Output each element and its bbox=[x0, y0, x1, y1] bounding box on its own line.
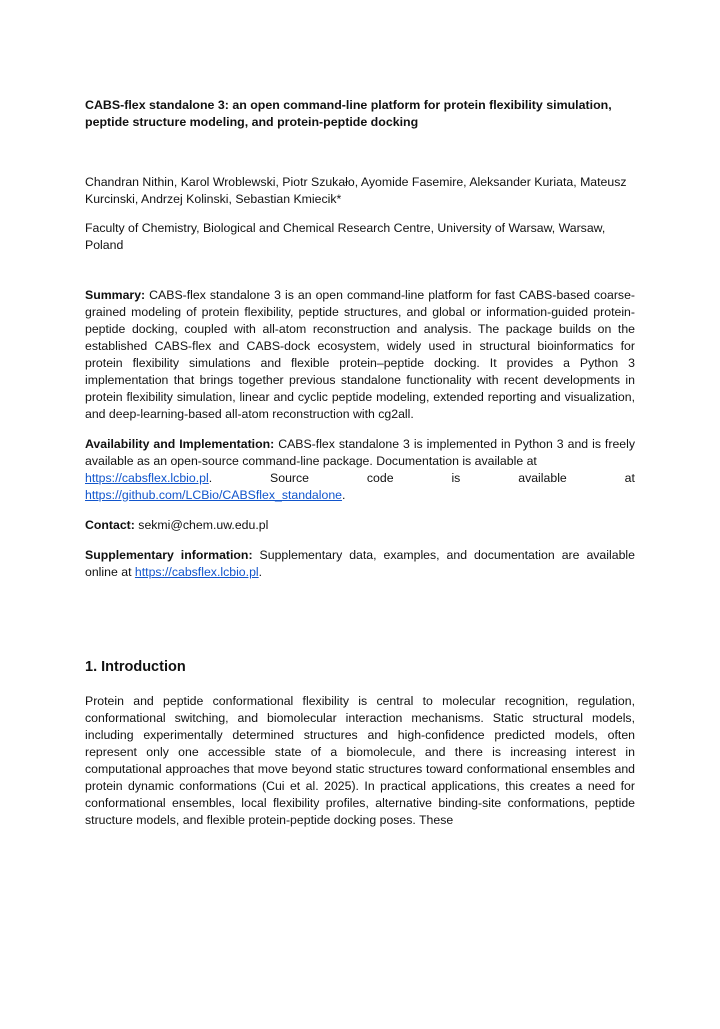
section-heading-introduction: 1. Introduction bbox=[85, 659, 186, 675]
supplementary-period: . bbox=[258, 565, 263, 579]
supplementary-text: Supplementary data, examples, and documentation are available online at bbox=[85, 548, 635, 579]
summary-paragraph bbox=[85, 287, 635, 423]
contact-label: Contact: bbox=[85, 518, 135, 532]
code-link-period: . bbox=[342, 488, 346, 502]
author-list: Chandran Nithin, Karol Wroblewski, Piotr Szukało, Ayomide Fasemire, Aleksander Kuriata, Mateusz Kurcinski, Andrzej Kolinski, Sebastian Kmiecik* bbox=[85, 175, 627, 206]
introduction-paragraph: Protein and peptide conformational flexibility is central to molecular recognition, regulation, conformational switching, and biomolecular interaction mechanisms. Static structural models, including experimentally determined structures and high-confidence predicted models, often represent only one accessible state of a biomolecule, and there is increasing interest in computational approaches that move beyond static structures toward conformational ensembles and protein dynamic conformations (Cui et al. 2025). In practical applications, this creates a need for conformational ensembles, local flexibility profiles, alternative binding-site conformations, peptide structure models, and flexible protein-peptide docking poses. These bbox=[85, 694, 635, 827]
summary-label: Summary: bbox=[85, 288, 146, 302]
summary-text: CABS-flex standalone 3 is an open command-line platform for fast CABS-based coarse-grained modeling of protein flexibility, peptide structures, and global or information-guided protein-peptide docking, coupled with all-atom reconstruction and analysis. The package builds on the established CABS-flex and CABS-dock ecosystem, widely used in structural bioinformatics for protein flexibility simulations and flexible protein–peptide docking. It provides a Python 3 implementation that brings together previous standalone functionality with recent developments in protein flexibility simulation, linear and cyclic peptide modeling, extended reporting and visualization, and deep-learning-based all-atom reconstruction with cg2all. bbox=[85, 288, 635, 421]
availability-source-line bbox=[85, 470, 635, 487]
source-code-link[interactable]: https://github.com/LCBio/CABSflex_standalone bbox=[85, 488, 343, 502]
code-word: code bbox=[366, 471, 394, 485]
availability-main bbox=[85, 436, 635, 470]
supplementary-label: Supplementary information: bbox=[85, 548, 253, 562]
doc-link-period: . bbox=[208, 471, 213, 485]
supplementary-paragraph bbox=[85, 547, 635, 581]
contact-email: sekmi@chem.uw.edu.pl bbox=[134, 518, 269, 532]
doc-link-wrap bbox=[85, 470, 212, 487]
paper-page bbox=[0, 97, 720, 1029]
documentation-link[interactable]: https://cabsflex.lcbio.pl bbox=[85, 471, 209, 485]
availability-label: Availability and Implementation: bbox=[85, 437, 275, 451]
is-word: is bbox=[451, 471, 461, 485]
at-word: at bbox=[624, 471, 635, 485]
supplementary-link[interactable]: https://cabsflex.lcbio.pl bbox=[134, 565, 259, 579]
affiliation: Faculty of Chemistry, Biological and Chemical Research Centre, University of Warsaw, Warsaw, Poland bbox=[85, 221, 606, 252]
availability-paragraph bbox=[85, 436, 635, 504]
contact-paragraph bbox=[85, 517, 635, 534]
availability-code-line bbox=[85, 487, 635, 504]
paper-title: CABS-flex standalone 3: an open command-line platform for protein flexibility simulation, peptide structure modeling, and protein-peptide docking bbox=[85, 98, 612, 129]
available-word: available bbox=[518, 471, 567, 485]
availability-text: CABS-flex standalone 3 is implemented in Python 3 and is freely available as an open-source command-line package. Documentation is available at bbox=[85, 437, 635, 468]
source-word: Source bbox=[270, 471, 309, 485]
